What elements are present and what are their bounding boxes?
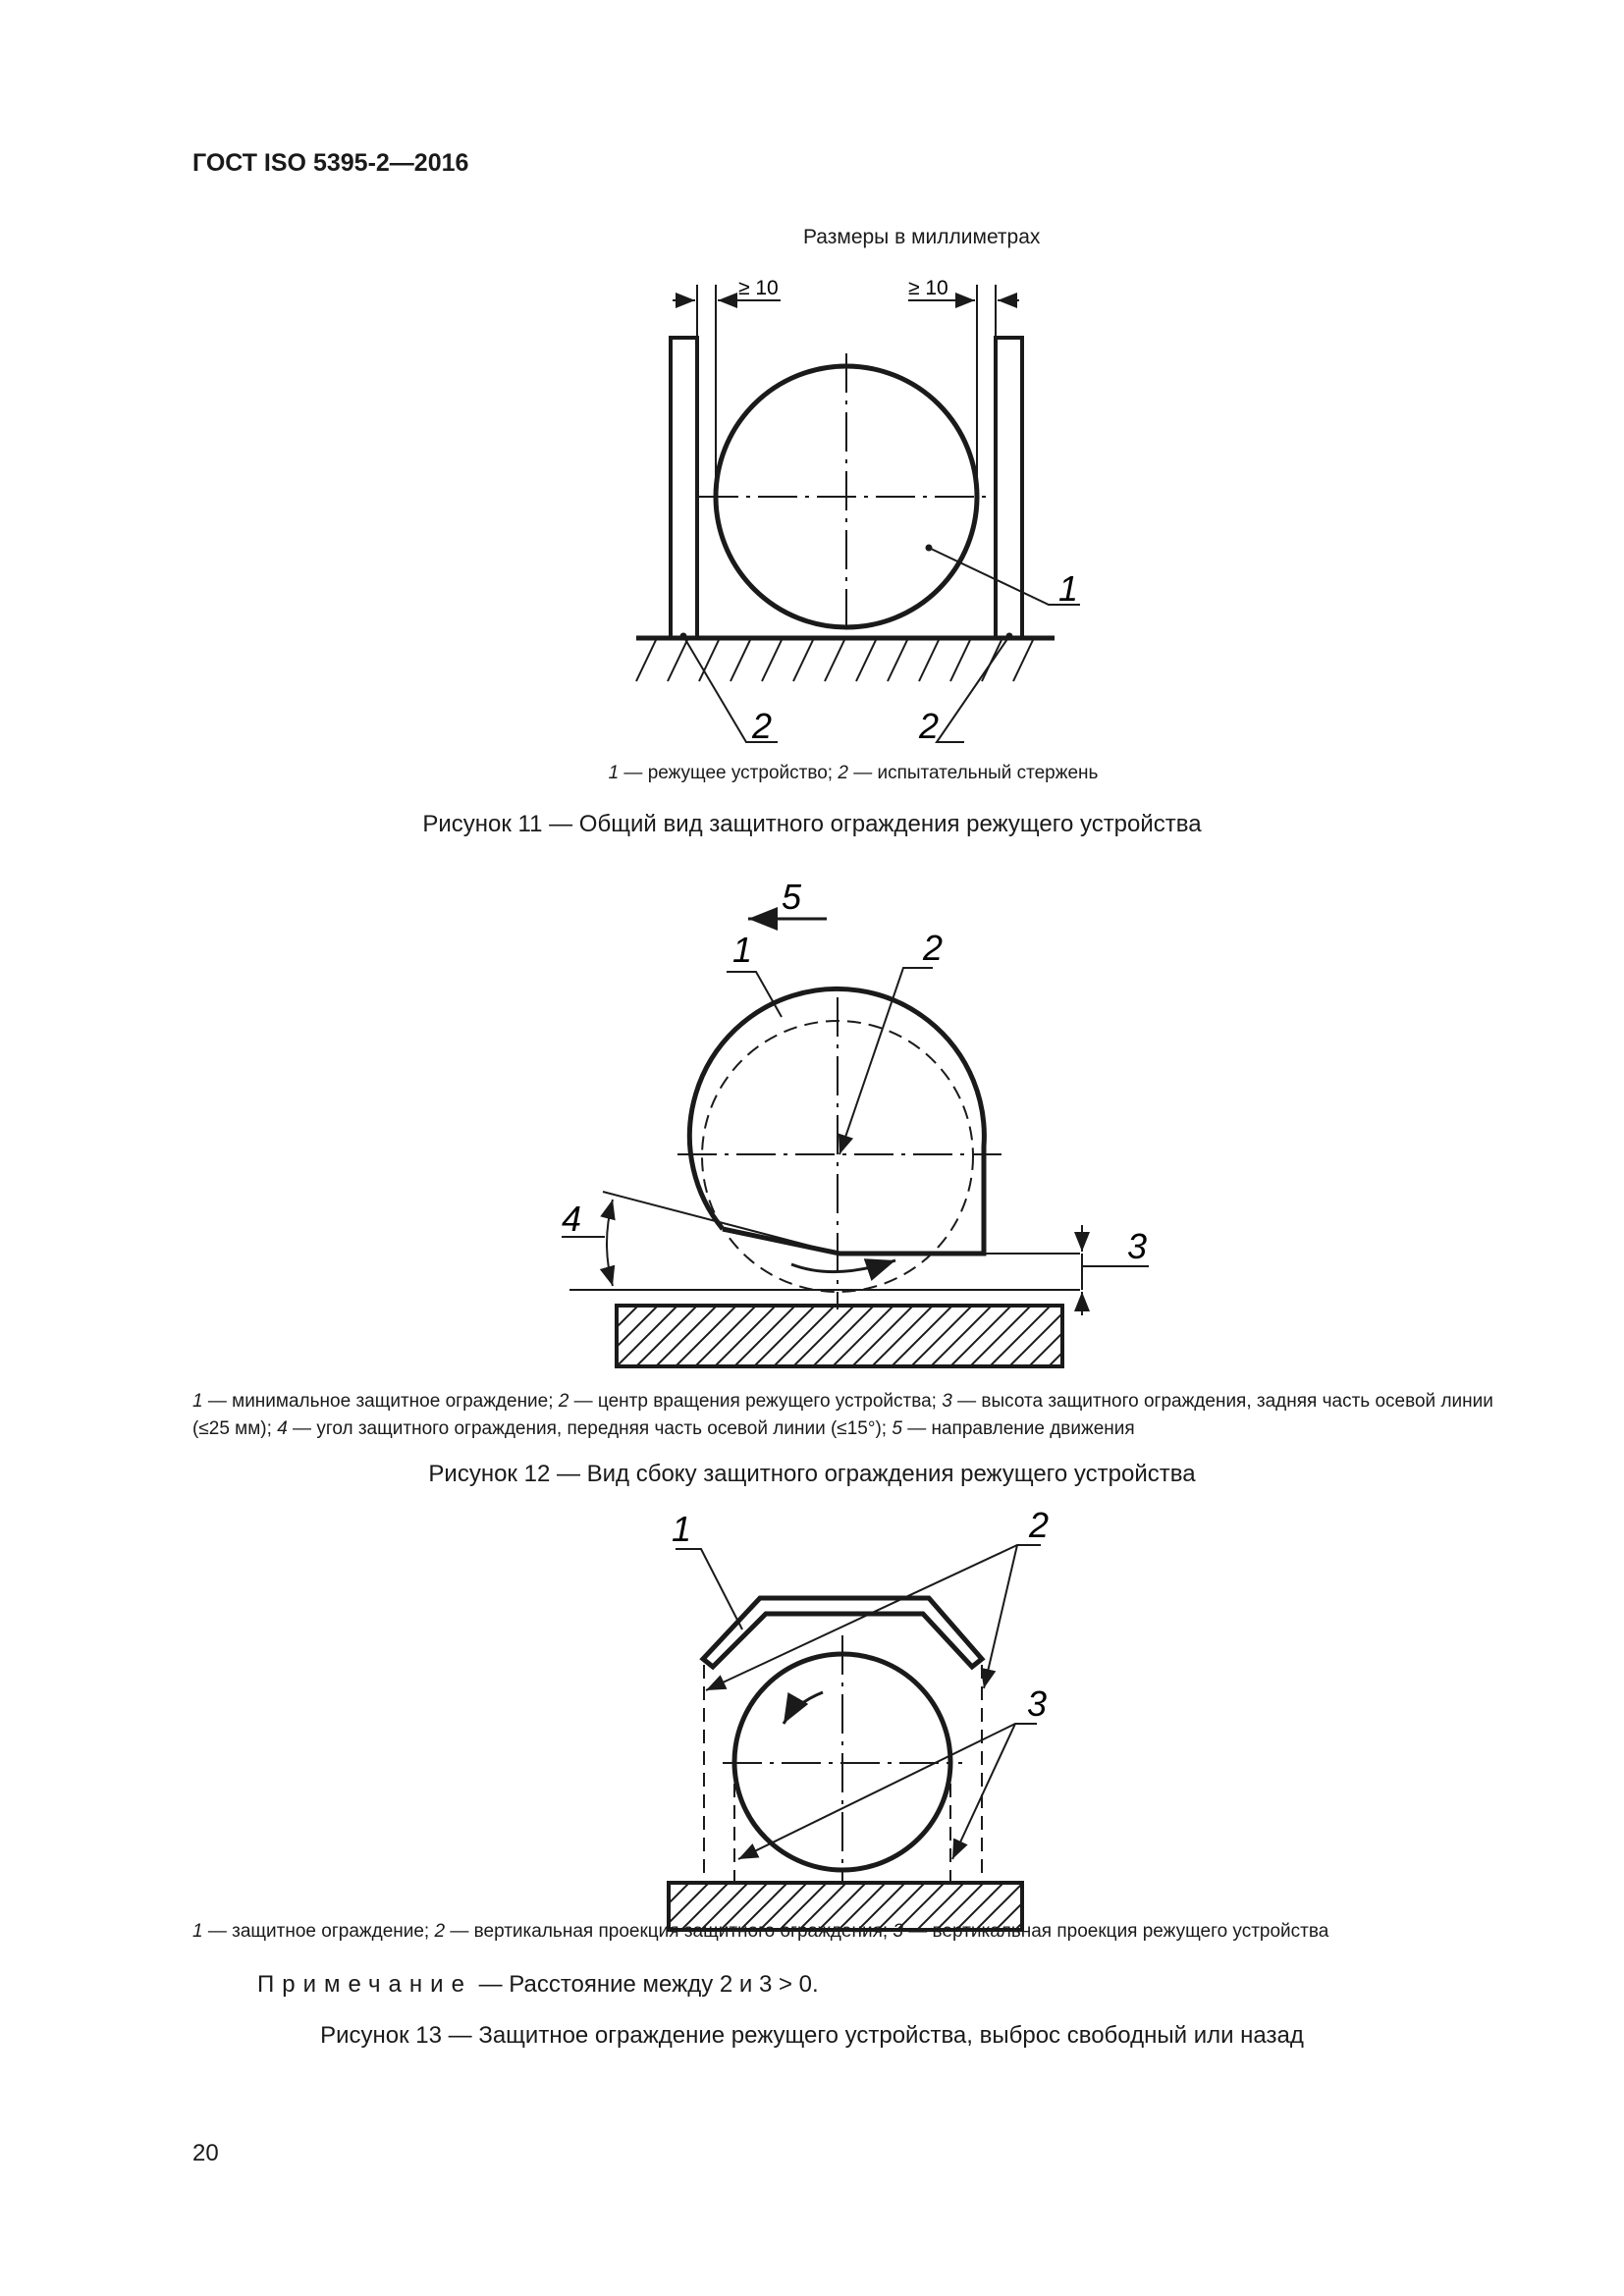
figure-11-caption: Рисунок 11 — Общий вид защитного ограждения режущего устройства — [422, 811, 1202, 837]
figure-11-legend: 1 — режущее устройство; 2 — испытательный стержень — [608, 763, 1099, 783]
dimension-label-right: ≥ 10 — [908, 277, 948, 299]
fig13-label-guard-projection: 2 — [1029, 1505, 1050, 1545]
fig13-label-cutter-projection: 3 — [1027, 1683, 1048, 1724]
figure-12-caption: Рисунок 12 — Вид сбоку защитного ограждения режущего устройства — [428, 1461, 1196, 1487]
fig11-label-rod-right: 2 — [919, 706, 940, 746]
fig12-label-center: 2 — [923, 928, 944, 968]
figure-12-legend: 1 — минимальное защитное ограждение; 2 — центр вращения режущего устройства; 3 — высота защитного ограждения, задняя часть осевой линии (≤25 мм); 4 — угол защитного ограждения, передняя часть осевой линии (≤15°); 5 — направление движения — [192, 1391, 1493, 1439]
fig12-label-direction: 5 — [782, 877, 802, 917]
units-note: Размеры в миллиметрах — [803, 226, 1041, 248]
page-number: 20 — [192, 2140, 219, 2166]
figure-11-drawing — [636, 285, 1080, 742]
note-label: Примечание — [257, 1971, 472, 1998]
note-text: — Расстояние между 2 и 3 > 0. — [471, 1971, 819, 1998]
fig11-label-cutter: 1 — [1058, 568, 1079, 609]
figure-13-legend: 1 — защитное ограждение; 2 — вертикальная проекция защитного ограждения; 3 — вертикальная проекция режущего устройства — [192, 1921, 1329, 1942]
fig12-label-guard: 1 — [732, 930, 753, 970]
figure-13-caption: Рисунок 13 — Защитное ограждение режущего устройства, выброс свободный или назад — [320, 2022, 1304, 2049]
document-header: ГОСТ ISO 5395-2—2016 — [192, 149, 469, 177]
fig11-label-rod-left: 2 — [752, 706, 773, 746]
fig12-label-height: 3 — [1127, 1226, 1148, 1266]
fig13-label-guard: 1 — [672, 1509, 692, 1549]
fig12-label-angle: 4 — [562, 1199, 582, 1239]
dimension-label-left: ≥ 10 — [738, 277, 779, 299]
figure-13-drawing — [669, 1545, 1041, 1930]
figure-12-drawing — [562, 919, 1149, 1366]
figure-13-note — [257, 1971, 819, 1999]
